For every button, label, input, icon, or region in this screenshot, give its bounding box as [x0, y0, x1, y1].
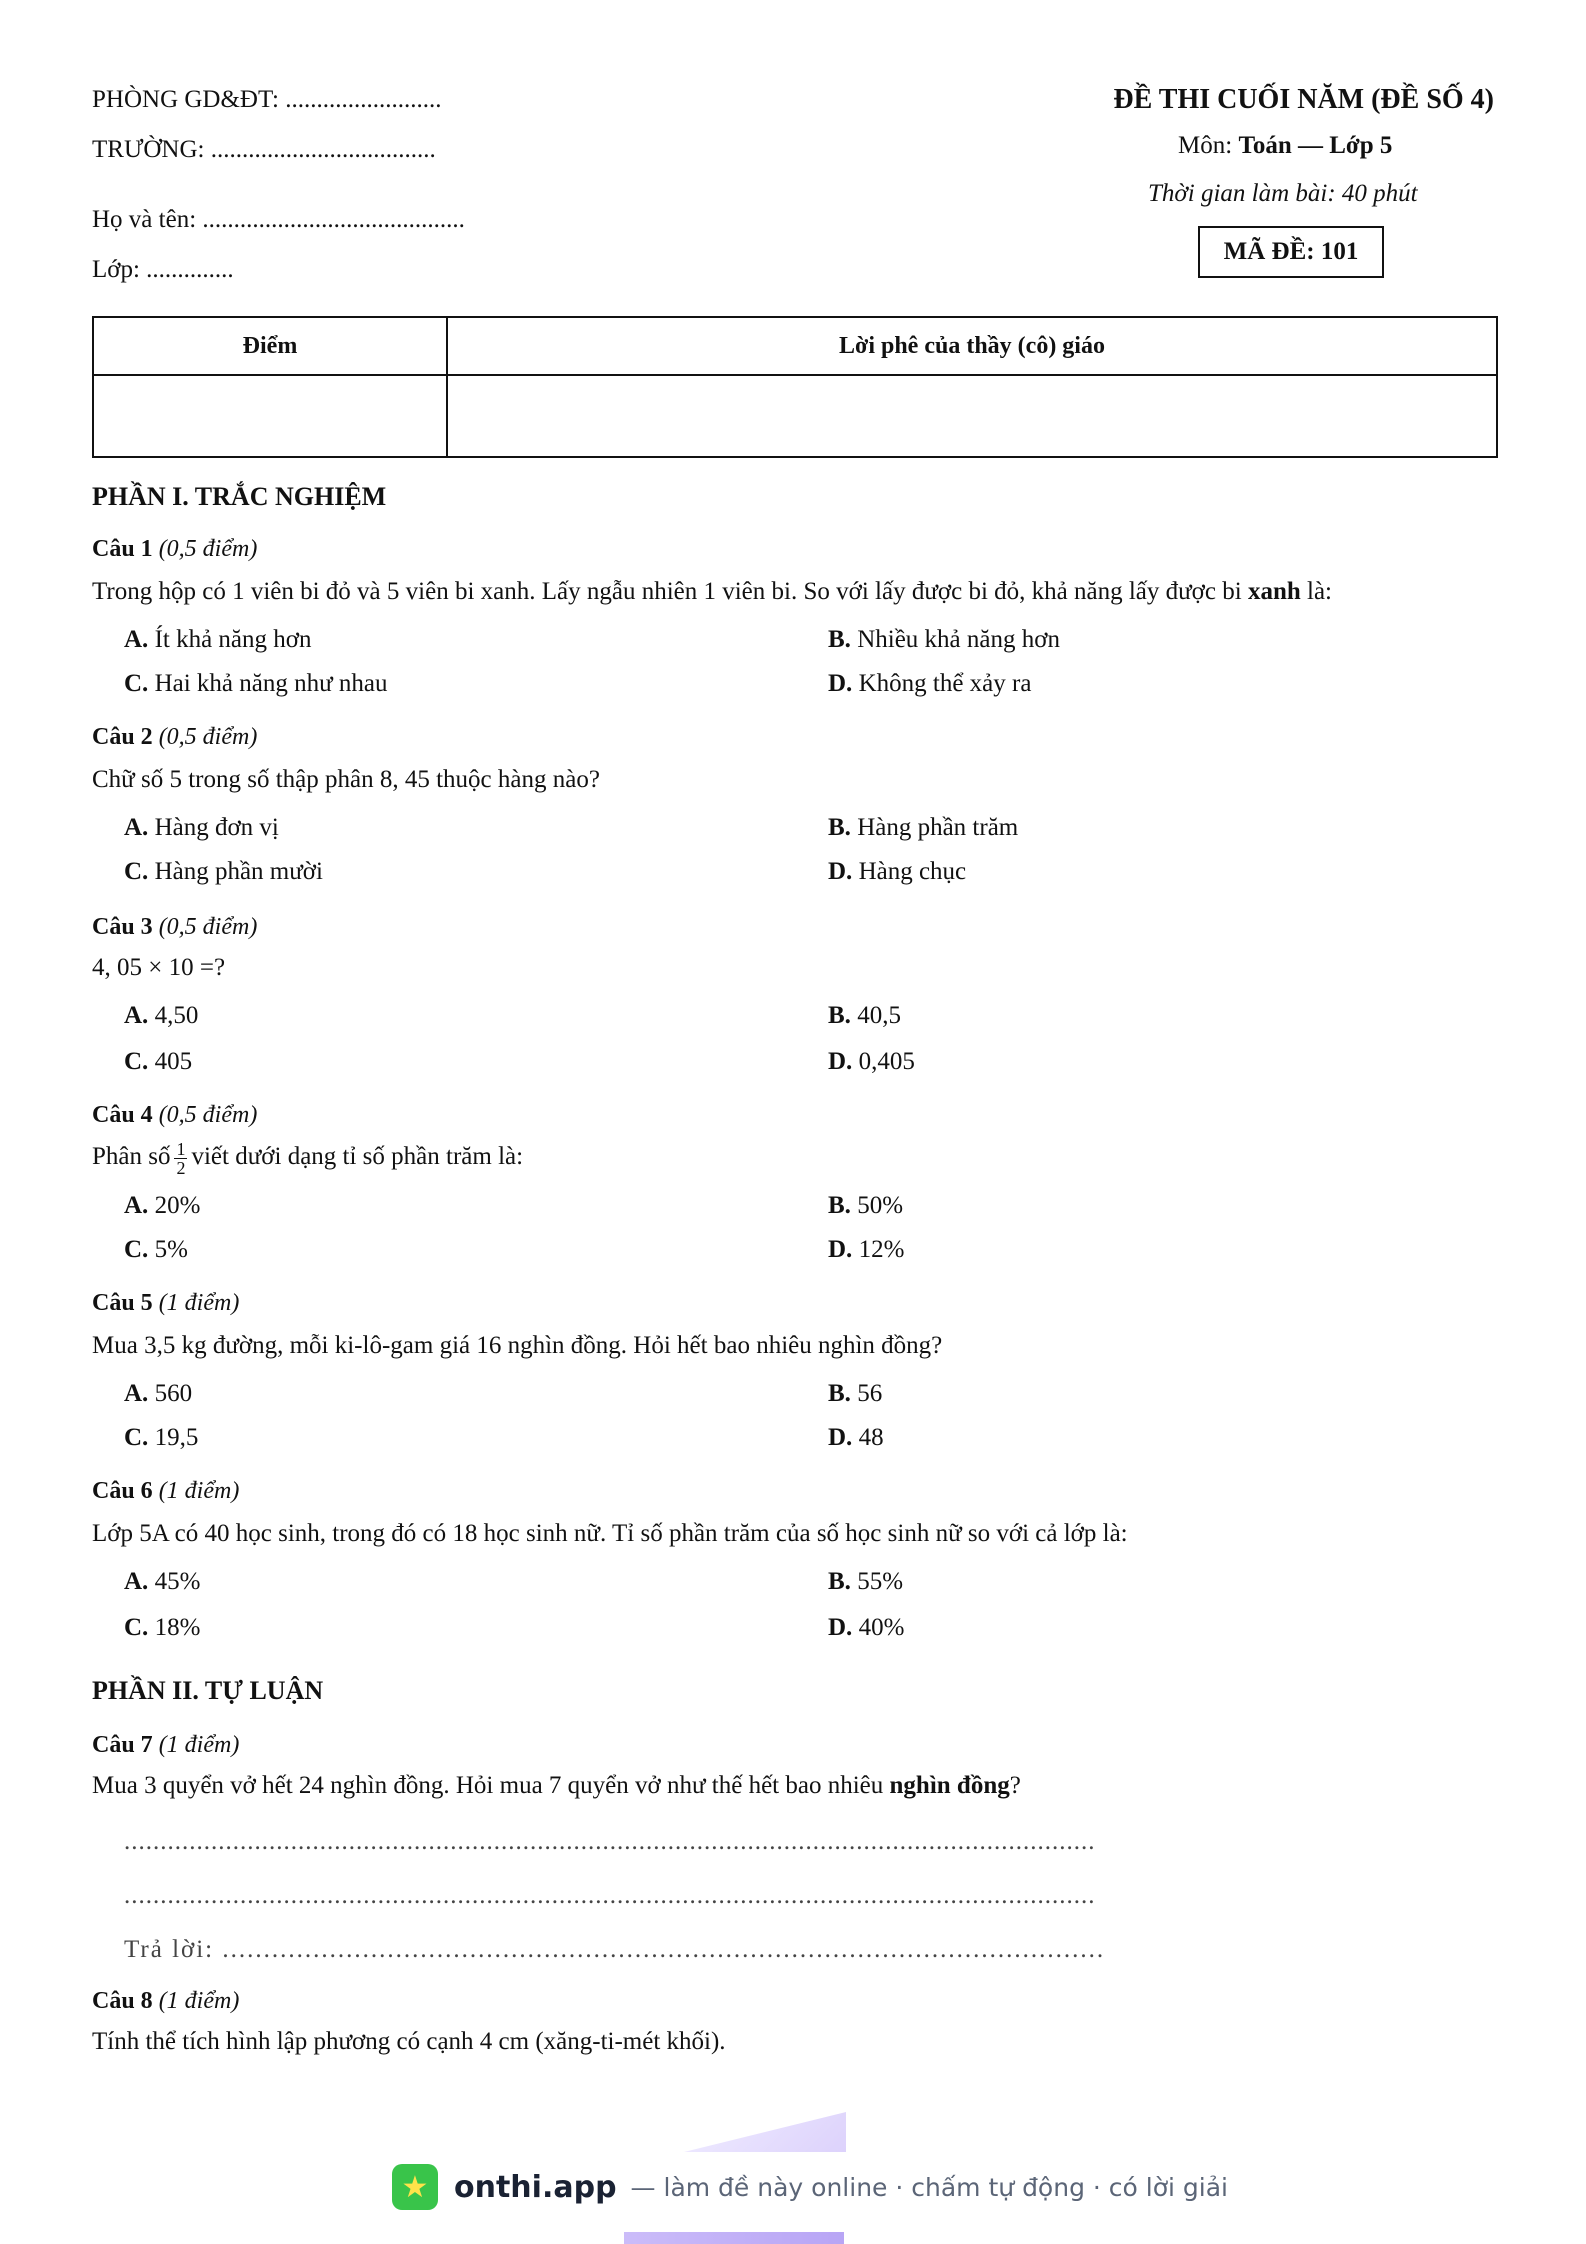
option-key: A. [124, 1002, 149, 1029]
question-points: (0,5 điểm) [158, 914, 258, 940]
option-text: 0,405 [858, 1048, 915, 1075]
question-5-text: Mua 3,5 kg đường, mỗi ki-lô-gam giá 16 nghìn đồng. Hỏi hết bao nhiêu nghìn đồng? [92, 1332, 943, 1359]
option-key: C. [124, 670, 149, 697]
question-label: Câu 5 [92, 1290, 153, 1316]
question-7-text [92, 1772, 1021, 1800]
question-text-part: là: [1300, 578, 1333, 605]
ho-ten-field: Họ và tên: .......................................... [92, 206, 465, 233]
option-text: Nhiều khả năng hơn [857, 626, 1060, 653]
option-key: C. [124, 1236, 149, 1263]
question-5-header [92, 1290, 239, 1317]
score-header: Điểm [93, 317, 447, 375]
question-points: (0,5 điểm) [158, 1102, 258, 1128]
q6-option-a[interactable] [124, 1568, 200, 1596]
question-text-bold: xanh [1247, 578, 1301, 605]
footer-banner[interactable] [392, 2162, 1228, 2212]
option-key: D. [828, 1614, 853, 1641]
question-points: (1 điểm) [158, 1988, 240, 2014]
option-key: C. [124, 1424, 149, 1451]
option-text: Hai khả năng như nhau [154, 670, 388, 697]
option-key: B. [828, 814, 851, 841]
option-text: 48 [858, 1424, 884, 1451]
fraction [174, 1140, 187, 1177]
exam-code: MÃ ĐỀ: 101 [1223, 238, 1359, 265]
option-key: B. [828, 626, 851, 653]
option-text: 4,50 [154, 1002, 199, 1029]
option-key: D. [828, 1048, 853, 1075]
score-table [92, 316, 1498, 458]
option-key: D. [828, 858, 853, 885]
option-text: 40,5 [857, 1002, 901, 1029]
q6-option-d[interactable] [828, 1614, 904, 1642]
q6-option-c[interactable] [124, 1614, 200, 1642]
option-key: C. [124, 1048, 149, 1075]
footer-decoration [630, 2112, 846, 2152]
option-key: A. [124, 626, 149, 653]
question-4-header [92, 1102, 257, 1129]
option-text: Không thể xảy ra [858, 670, 1032, 697]
question-label: Câu 6 [92, 1478, 153, 1504]
footer-brand[interactable]: onthi.app [454, 2169, 617, 2205]
option-text: Ít khả năng hơn [154, 626, 312, 653]
option-text: 560 [154, 1380, 193, 1407]
option-key: D. [828, 1236, 853, 1263]
q3-option-a[interactable] [124, 1002, 198, 1030]
question-label: Câu 4 [92, 1102, 153, 1128]
exam-code-box [1198, 226, 1384, 278]
option-key: D. [828, 1424, 853, 1451]
question-2-header [92, 724, 257, 751]
option-text: 5% [154, 1236, 188, 1263]
answer-line-final[interactable]: Trả lời: ........................................................................................................... [124, 1936, 1106, 1963]
subject-line [1178, 132, 1392, 160]
option-key: A. [124, 814, 149, 841]
score-cell[interactable] [93, 375, 447, 457]
option-text: Hàng đơn vị [154, 814, 279, 841]
question-points: (1 điểm) [158, 1290, 240, 1316]
option-key: D. [828, 670, 853, 697]
option-key: C. [124, 858, 149, 885]
question-3-text: 4, 05 × 10 =? [92, 954, 226, 981]
option-text: 40% [858, 1614, 905, 1641]
question-label: Câu 7 [92, 1732, 153, 1758]
question-6-header [92, 1478, 239, 1505]
question-text-part: Mua 3 quyển vở hết 24 nghìn đồng. Hỏi mua 7 quyển vở như thế hết bao nhiêu [92, 1772, 890, 1799]
fraction-denominator: 2 [176, 1158, 186, 1178]
time-limit: Thời gian làm bài: 40 phút [1148, 180, 1418, 207]
q1-option-d[interactable] [828, 670, 1031, 698]
option-text: 56 [857, 1380, 883, 1407]
question-8-header [92, 1988, 239, 2015]
fraction-numerator: 1 [176, 1139, 186, 1159]
question-label: Câu 1 [92, 536, 153, 562]
option-text: 12% [858, 1236, 905, 1263]
question-label: Câu 8 [92, 1988, 153, 2014]
option-key: B. [828, 1192, 851, 1219]
q4-option-d[interactable] [828, 1236, 904, 1264]
q3-option-b[interactable] [828, 1002, 901, 1030]
question-6-text: Lớp 5A có 40 học sinh, trong đó có 18 học sinh nữ. Tỉ số phần trăm của số học sinh nữ so với cả lớp là: [92, 1520, 1128, 1547]
question-label: Câu 3 [92, 914, 153, 940]
q3-option-c[interactable] [124, 1048, 192, 1076]
question-text-bold: nghìn đồng [889, 1772, 1010, 1799]
q4-option-c[interactable] [124, 1236, 188, 1264]
option-key: C. [124, 1614, 149, 1641]
option-key: B. [828, 1380, 851, 1407]
question-4-text [92, 1140, 523, 1177]
part2-title: PHẦN II. TỰ LUẬN [92, 1676, 324, 1705]
q5-option-b[interactable] [828, 1380, 882, 1408]
q1-option-c[interactable] [124, 670, 388, 698]
phong-gd-field: PHÒNG GD&ĐT: ......................... [92, 86, 442, 113]
part1-title: PHẦN I. TRẮC NGHIỆM [92, 482, 387, 511]
question-text-part: ? [1009, 1772, 1021, 1799]
q1-option-b[interactable] [828, 626, 1060, 654]
answer-line-2[interactable]: ...................................................................................................................................... [124, 1882, 1096, 1909]
q2-option-c[interactable] [124, 858, 323, 886]
footer-tagline: — làm đề này online · chấm tự động · có lời giải [630, 2172, 1228, 2202]
q1-option-a[interactable] [124, 626, 312, 654]
option-key: A. [124, 1192, 149, 1219]
question-2-text: Chữ số 5 trong số thập phân 8, 45 thuộc hàng nào? [92, 766, 600, 793]
option-text: 18% [154, 1614, 201, 1641]
option-text: Hàng chục [858, 858, 967, 885]
q4-option-a[interactable] [124, 1192, 200, 1220]
option-text: Hàng phần trăm [857, 814, 1019, 841]
comment-cell[interactable] [447, 375, 1497, 457]
q2-option-a[interactable] [124, 814, 279, 842]
option-key: A. [124, 1380, 149, 1407]
question-points: (1 điểm) [158, 1732, 240, 1758]
footer-decoration-bottom [624, 2232, 844, 2244]
q4-option-b[interactable] [828, 1192, 903, 1220]
truong-field: TRƯỜNG: .................................... [92, 136, 436, 163]
subject-value: Toán — Lớp 5 [1238, 132, 1393, 159]
q3-option-d[interactable] [828, 1048, 915, 1076]
option-text: 20% [154, 1192, 201, 1219]
subject-prefix: Môn: [1178, 132, 1239, 159]
question-points: (0,5 điểm) [158, 724, 258, 750]
question-text-part: viết dưới dạng tỉ số phần trăm là: [191, 1143, 524, 1171]
q5-option-a[interactable] [124, 1380, 192, 1408]
question-7-header [92, 1732, 239, 1759]
comment-header: Lời phê của thầy (cô) giáo [447, 317, 1497, 375]
question-text-part: Trong hộp có 1 viên bi đỏ và 5 viên bi xanh. Lấy ngẫu nhiên 1 viên bi. So với lấy được bi đỏ, khả năng lấy được bi [92, 578, 1248, 605]
option-key: A. [124, 1568, 149, 1595]
question-points: (0,5 điểm) [158, 536, 258, 562]
option-key: B. [828, 1568, 851, 1595]
q5-option-c[interactable] [124, 1424, 198, 1452]
question-points: (1 điểm) [158, 1478, 240, 1504]
question-3-header [92, 914, 257, 941]
question-text-part: Phân số [92, 1143, 171, 1171]
exam-title: ĐỀ THI CUỐI NĂM (ĐỀ SỐ 4) [1113, 84, 1494, 115]
option-text: 55% [857, 1568, 904, 1595]
option-text: 45% [154, 1568, 201, 1595]
q5-option-d[interactable] [828, 1424, 884, 1452]
question-8-text: Tính thể tích hình lập phương có cạnh 4 cm (xăng-ti-mét khối). [92, 2028, 726, 2055]
option-text: 50% [857, 1192, 904, 1219]
option-text: 19,5 [154, 1424, 199, 1451]
q6-option-b[interactable] [828, 1568, 903, 1596]
question-1-text [92, 578, 1332, 606]
question-1-header [92, 536, 257, 563]
option-key: B. [828, 1002, 851, 1029]
option-text: Hàng phần mười [154, 858, 323, 885]
question-label: Câu 2 [92, 724, 153, 750]
lop-field: Lớp: .............. [92, 256, 234, 283]
option-text: 405 [154, 1048, 193, 1075]
answer-line-1[interactable]: ...................................................................................................................................... [124, 1828, 1096, 1855]
q2-option-b[interactable] [828, 814, 1018, 842]
q2-option-d[interactable] [828, 858, 966, 886]
star-icon: ★ [392, 2164, 438, 2210]
